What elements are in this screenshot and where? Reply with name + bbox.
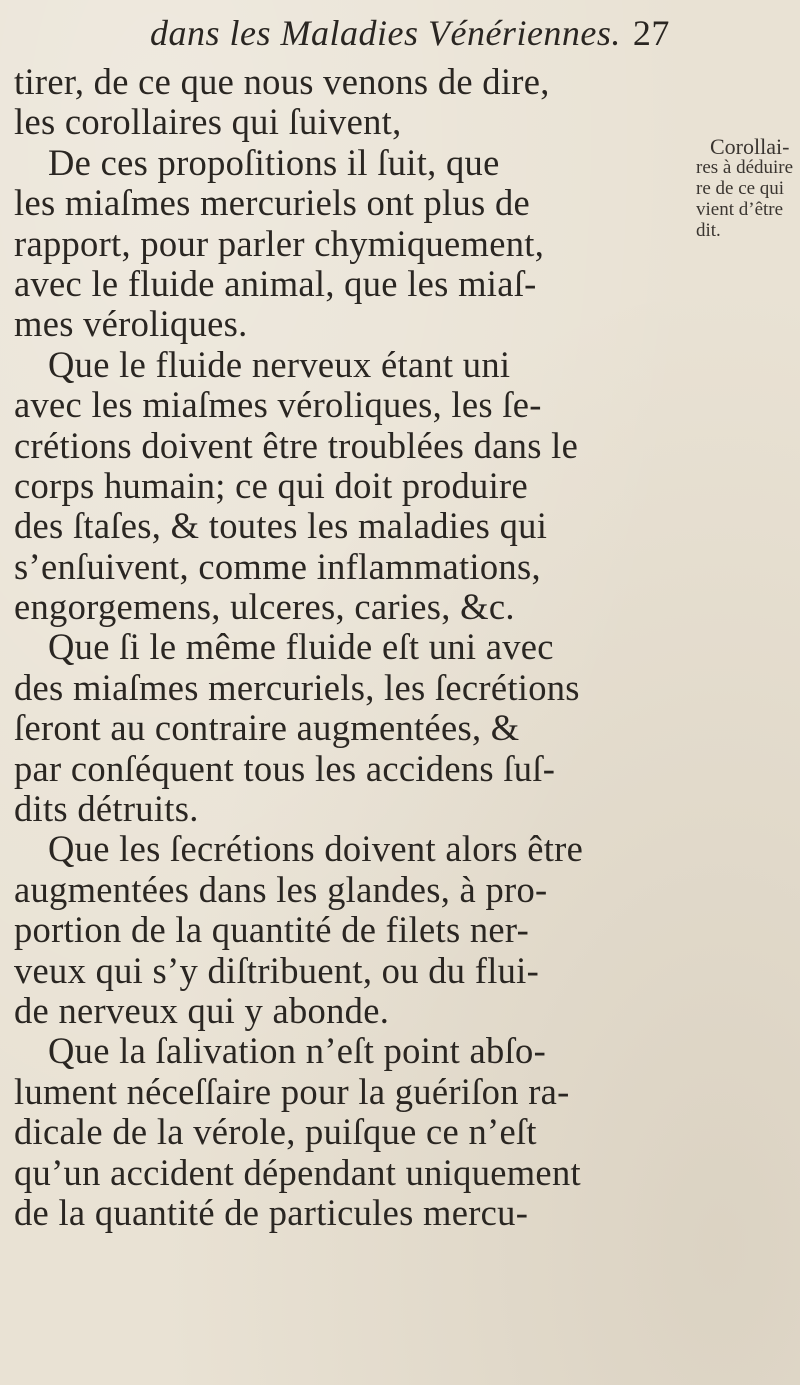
text-line: veux qui s’y diſtribuent, ou du flui- <box>14 949 540 991</box>
text-line: portion de la quantité de filets ner- <box>14 909 530 951</box>
text-line: s’enſuivent, comme inflammations, <box>14 545 541 587</box>
text-line: crétions doivent être troublées dans le <box>14 424 579 466</box>
text-line: mes véroliques. <box>14 303 248 345</box>
text-line: avec le fluide animal, que les miaſ- <box>14 262 537 304</box>
margin-note-line: vient d’être <box>696 199 784 220</box>
text-line: Que la ſalivation n’eſt point abſo- <box>48 1030 547 1072</box>
text-line: des miaſmes mercuriels, les ſecrétions <box>14 666 580 708</box>
text-line: ſeront au contraire augmentées, & <box>14 707 520 749</box>
text-line: tirer, de ce que nous venons de dire, <box>14 61 550 102</box>
text-line: rapport, pour parler chymiquement, <box>14 222 545 264</box>
text-line: Que les ſecrétions doivent alors être <box>48 828 584 870</box>
text-line: dicale de la vérole, puiſque ce n’eſt <box>14 1111 537 1153</box>
margin-note-line: res à déduire <box>696 157 794 178</box>
text-line: les corollaires qui ſuivent, <box>14 101 402 143</box>
text-line: par conſéquent tous les accidens ſuſ- <box>14 747 556 789</box>
text-line: qu’un accident dépendant uniquement <box>14 1151 581 1193</box>
text-line: de la quantité de particules mercu- <box>14 1191 529 1233</box>
text-line: les miaſmes mercuriels ont plus de <box>14 182 531 224</box>
margin-note-line: Corollai- <box>710 134 790 159</box>
margin-note-line: re de ce qui <box>696 178 785 199</box>
text-line: Que le fluide nerveux étant uni <box>48 343 511 385</box>
text-line: dits détruits. <box>14 788 199 830</box>
running-title: dans les Maladies Vénériennes. <box>150 13 621 53</box>
text-line: De ces propoſitions il ſuit, que <box>48 141 500 183</box>
page-number: 27 <box>632 13 670 53</box>
text-line: avec les miaſmes véroliques, les ſe- <box>14 384 542 426</box>
running-header <box>150 12 700 54</box>
margin-note <box>696 136 796 241</box>
text-line: lument néceſſaire pour la guériſon ra- <box>14 1070 570 1112</box>
margin-note-line: dit. <box>696 220 721 241</box>
text-line: engorgemens, ulceres, caries, &c. <box>14 586 515 628</box>
text-line: Que ſi le même fluide eſt uni avec <box>48 626 554 668</box>
text-line: des ſtaſes, & toutes les maladies qui <box>14 505 548 547</box>
text-line: corps humain; ce qui doit produire <box>14 464 528 506</box>
text-line: augmentées dans les glandes, à pro- <box>14 868 548 910</box>
text-line: de nerveux qui y abonde. <box>14 989 390 1031</box>
body-text <box>14 62 734 1233</box>
